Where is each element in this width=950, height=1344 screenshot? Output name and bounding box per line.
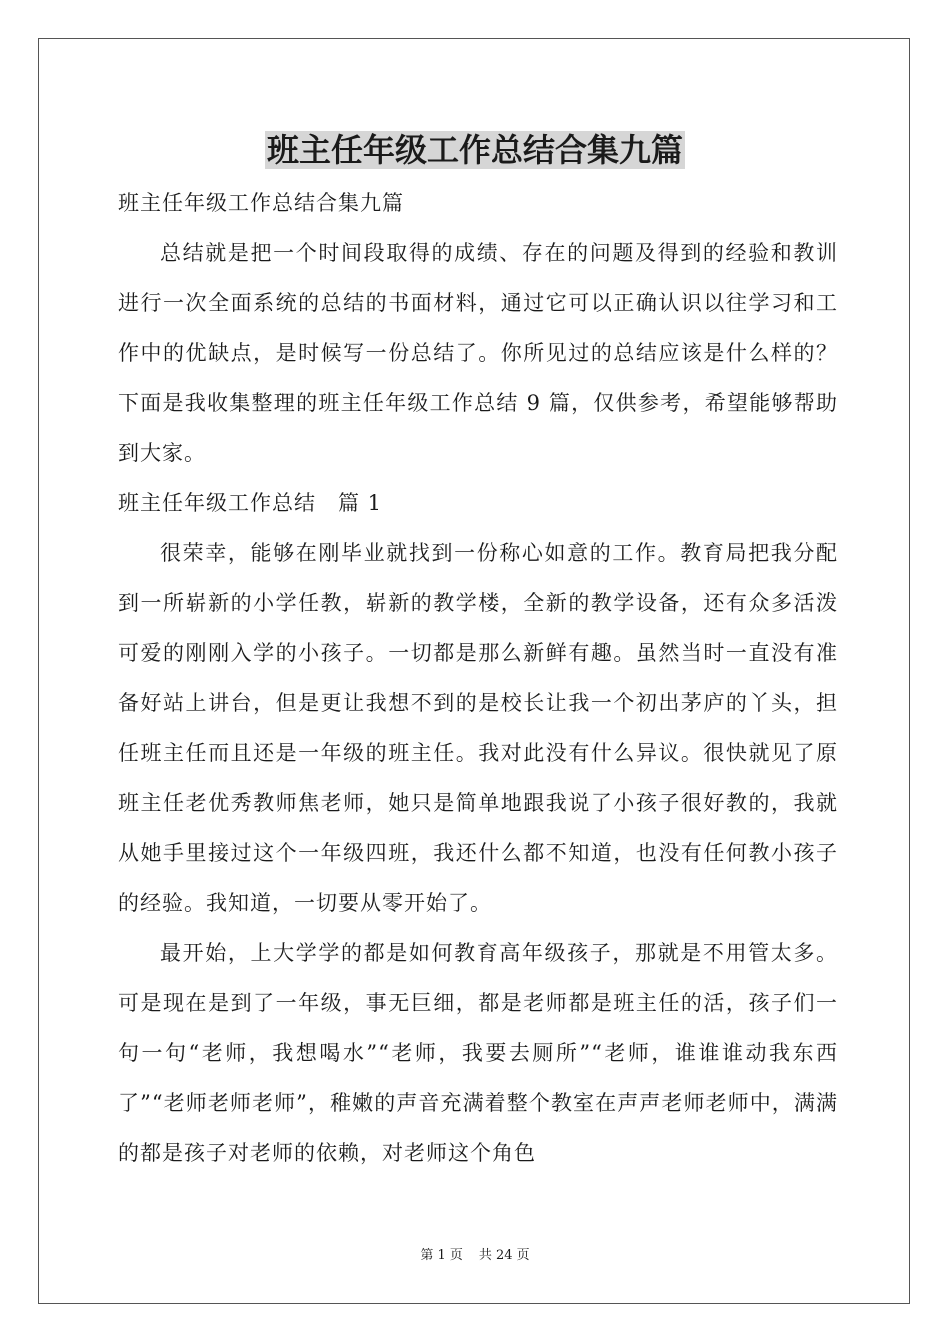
section-heading-1: 班主任年级工作总结 篇 1 xyxy=(118,491,383,515)
intro-paragraph: 总结就是把一个时间段取得的成绩、存在的问题及得到的经验和教训进行一次全面系统的总结的书面材料，通过它可以正确认识以往学习和工作中的优缺点，是时候写一份总结了。你所见过的总结应该是什么样的？下面是我收集整理的班主任年级工作总结 9 篇，仅供参考，希望能够帮助到大家。 xyxy=(118,241,838,465)
document-body xyxy=(118,178,838,1178)
section-1-paragraph-1: 很荣幸，能够在刚毕业就找到一份称心如意的工作。教育局把我分配到一所崭新的小学任教，崭新的教学楼，全新的教学设备，还有众多活泼可爱的刚刚入学的小孩子。一切都是那么新鲜有趣。虽然当时一直没有准备好站上讲台，但是更让我想不到的是校长让我一个初出茅庐的丫头，担任班主任而且还是一年级的班主任。我对此没有什么异议。很快就见了原班主任老优秀教师焦老师，她只是简单地跟我说了小孩子很好教的，我就从她手里接过这个一年级四班，我还什么都不知道，也没有任何教小孩子的经验。我知道，一切要从零开始了。 xyxy=(118,541,838,915)
section-1-paragraph-2: 最开始，上大学学的都是如何教育高年级孩子，那就是不用管太多。可是现在是到了一年级，事无巨细，都是老师都是班主任的活，孩子们一句一句“老师，我想喝水”“老师，我要去厕所”“老师，谁谁谁动我东西了”“老师老师老师”，稚嫩的声音充满着整个教室在声声老师老师中，满满的都是孩子对老师的依赖，对老师这个角色 xyxy=(118,941,838,1165)
page-footer xyxy=(0,1246,950,1266)
page-number: 第 1 页 xyxy=(420,1248,463,1263)
document-title xyxy=(0,128,950,172)
page-total: 共 24 页 xyxy=(478,1248,530,1263)
document-subtitle: 班主任年级工作总结合集九篇 xyxy=(118,191,404,215)
document-title-text: 班主任年级工作总结合集九篇 xyxy=(266,131,683,169)
